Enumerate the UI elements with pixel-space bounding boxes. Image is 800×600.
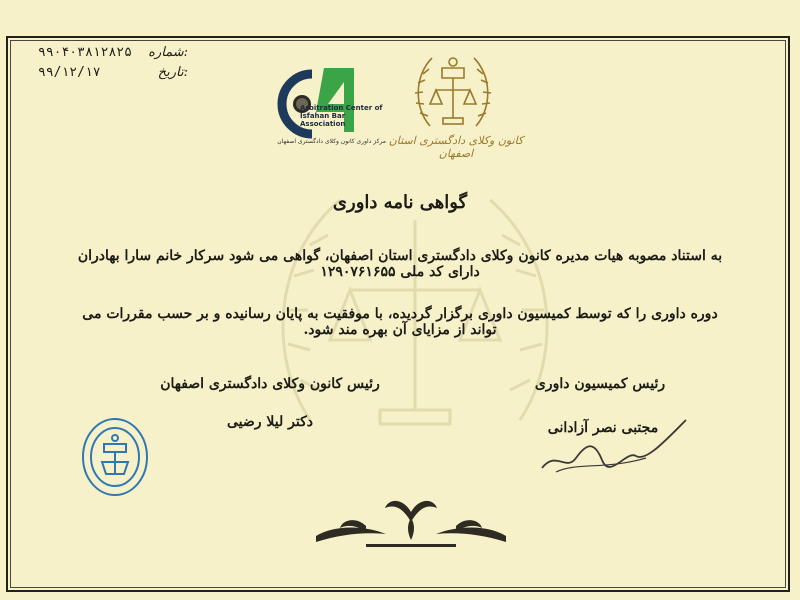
decorative-ornament-icon: [306, 492, 516, 552]
logo-line-2: Isfahan Bar Association: [300, 112, 346, 128]
date-label: تاریخ:: [157, 64, 188, 80]
emblem-caption: کانون وکلای دادگستری استان اصفهان: [388, 134, 524, 160]
left-signatory-name: دکتر لیلا رضیی: [227, 414, 313, 430]
certificate-title: گواهی نامه داوری: [332, 192, 468, 213]
left-signatory-title: رئیس کانون وکلای دادگستری اصفهان: [160, 376, 380, 392]
date-row: [38, 62, 188, 82]
logo-c4-title: [300, 104, 390, 128]
right-signatory-title: رئیس کمیسیون داوری: [534, 376, 666, 392]
official-stamp-icon: [78, 416, 152, 498]
signature-mark-icon: [536, 410, 696, 480]
number-label: شماره:: [148, 44, 188, 60]
logo-c4-subtitle: مرکز داوری کانون وکلای دادگستری اصفهان: [277, 138, 386, 145]
certificate-meta: [38, 42, 188, 82]
certificate-number: ۹۹۰۴۰۳۸۱۲۸۲۵: [38, 44, 132, 60]
logo-line-1: Arbitration Center of: [300, 104, 383, 112]
certificate-date: ۹۹/۱۲/۱۷: [38, 64, 101, 80]
right-signatory-name: مجتبی نصر آزادانی: [547, 420, 659, 436]
bar-association-emblem-icon: [410, 46, 496, 142]
certificate-body-line-2: دوره داوری را که توسط کمیسیون داوری برگزار گردیده، با موفقیت به پایان رسانیده و بر حسب مقررات می تواند از مزایای آن بهره مند شود.: [82, 306, 718, 338]
number-row: [38, 42, 188, 62]
certificate-body-line-1: به استناد مصوبه هیات مدیره کانون وکلای دادگستری استان اصفهان، گواهی می شود سرکار خانم سارا بهادران دارای کد ملی ۱۲۹۰۷۶۱۶۵۵: [77, 248, 723, 280]
